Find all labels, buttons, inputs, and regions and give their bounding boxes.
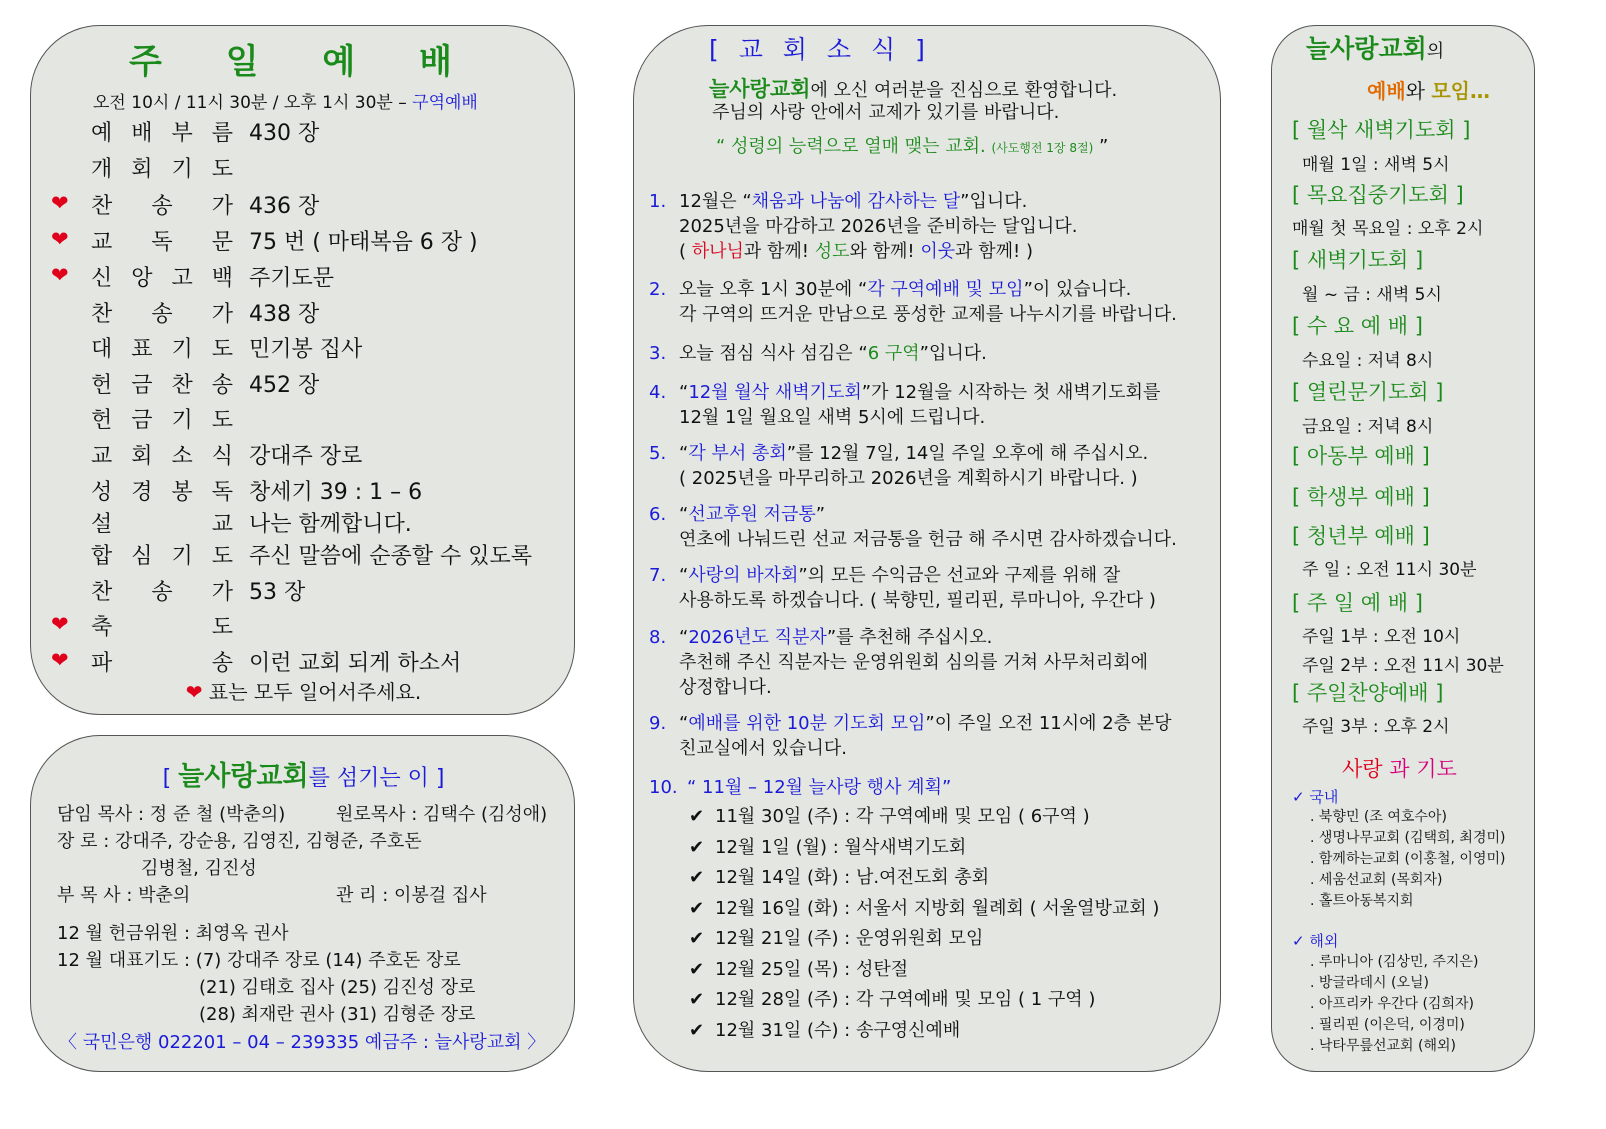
worship-row-label (91, 575, 233, 606)
manager: 관 리 : 이봉걸 집사 (336, 885, 487, 906)
check-icon: ✔ (689, 989, 705, 1010)
worship-row (31, 610, 576, 644)
label-char: 송 (151, 302, 173, 327)
label-char: 찬 (91, 302, 113, 327)
gathering-title: [ 주 일 예 배 ] (1292, 591, 1423, 615)
schedule-text: 12월 21일 (주) : 운영위원회 모임 (715, 928, 984, 949)
gathering-time: 주일 1부 : 오전 10시 (1302, 627, 1461, 647)
worship-row-label (91, 403, 233, 434)
associate-pastor: 부 목 사 : 박춘의 (57, 885, 191, 906)
label-char: 독 (211, 480, 233, 505)
mission-item: . 필리핀 (이은덕, 이경미) (1310, 1017, 1465, 1033)
prayer-leaders: 12 월 대표기도 : (7) 강대주 장로 (14) 주호돈 장로 (57, 950, 461, 971)
worship-row-label (91, 116, 233, 147)
check-icon: ✔ (689, 1019, 705, 1041)
worship-row (31, 403, 576, 437)
prayer-leaders-2: (21) 김태호 집사 (25) 김진성 장로 (199, 977, 476, 998)
worship-title: 주 일 예 배 (129, 42, 478, 82)
mission-item: . 홀트아동복지회 (1310, 893, 1414, 909)
heart-icon: ❤ (51, 648, 69, 672)
welcome-text: 늘사랑교회에 오신 여러분을 진심으로 환영합니다. (709, 77, 1118, 101)
label-char: 회 (131, 157, 153, 182)
news-item-2: 2. 오늘 오후 1시 30분에 “각 구역예배 및 모임”이 있습니다. 각 구역의 뜨거운 만남으로 풍성한 교제를 나누시기를 바랍니다. (649, 279, 1177, 325)
staff-title: [ 늘사랑교회를 섬기는 이 ] (162, 761, 445, 792)
label-char: 예 (91, 121, 113, 146)
label-char: 도 (211, 157, 233, 182)
worship-row-label (91, 539, 233, 570)
worship-row (31, 297, 576, 331)
label-char: 교 (91, 444, 113, 469)
label-char: 회 (131, 444, 153, 469)
mission-item: . 낙타무릎선교회 (해외) (1310, 1038, 1456, 1054)
schedule-text: 12월 31일 (수) : 송구영신예배 (715, 1019, 961, 1041)
worship-row (31, 646, 576, 680)
elders-cont: 김병철, 김진성 (141, 858, 257, 879)
label-char: 송 (211, 373, 233, 398)
worship-row-label (91, 646, 233, 677)
worship-row (31, 439, 576, 473)
worship-row (31, 116, 576, 150)
label-char: 문 (211, 230, 233, 255)
mission-item: . 함께하는교회 (이홍철, 이영미) (1310, 851, 1506, 867)
worship-row (31, 261, 576, 295)
schedule-text: 11월 30일 (주) : 각 구역예배 및 모임 ( 6구역 ) (715, 806, 1090, 827)
worship-row (31, 507, 576, 541)
label-char: 경 (131, 480, 153, 505)
label-char: 도 (211, 337, 233, 362)
label-char: 기 (171, 544, 193, 569)
worship-row-value: 430 장 (249, 121, 320, 146)
gathering-title: [ 새벽기도회 ] (1292, 248, 1424, 272)
worship-order-panel (30, 25, 575, 715)
gatherings-panel (1271, 25, 1535, 1072)
elders: 장 로 : 강대주, 강순용, 김영진, 김형준, 주호돈 (57, 831, 422, 852)
label-char: 가 (211, 580, 233, 605)
schedule-text: 12월 1일 (월) : 월삭새벽기도회 (715, 836, 967, 858)
label-char: 찬 (91, 580, 113, 605)
gathering-time: 금요일 : 저녁 8시 (1302, 417, 1434, 437)
check-icon: ✔ (689, 867, 705, 888)
news-item-8: 8. “2026년도 직분자”를 추천해 주십시오. 추천해 주신 직분자는 운영위원회 심의를 거쳐 사무처리회에 상정합니다. (649, 627, 1149, 698)
news-item-10: 10. “ 11월 – 12월 늘사랑 행사 계획” (649, 777, 952, 798)
schedule-text: 12월 16일 (화) : 서울서 지방회 월례회 ( 서울열방교회 ) (715, 897, 1160, 919)
check-icon: ✔ (689, 897, 705, 919)
label-char: 소 (171, 444, 193, 469)
worship-row (31, 368, 576, 402)
label-char: 심 (131, 544, 153, 569)
worship-row-label (91, 332, 233, 363)
standing-note: ❤ 표는 모두 일어서주세요. (185, 680, 422, 704)
label-char: 신 (91, 266, 113, 291)
worship-row-value: 438 장 (249, 302, 320, 327)
offering-committee: 12 월 헌금위원 : 최영옥 권사 (57, 923, 289, 944)
worship-row (31, 475, 576, 509)
label-char: 름 (211, 121, 233, 146)
schedule-item (689, 985, 1095, 1011)
label-char: 개 (91, 157, 113, 182)
gathering-title: [ 월삭 새벽기도회 ] (1292, 118, 1471, 142)
mission-item: . 방글라데시 (오닐) (1310, 975, 1429, 991)
welcome-text-2: 주님의 사랑 안에서 교제가 있기를 바랍니다. (712, 102, 1060, 123)
label-char: 기 (171, 408, 193, 433)
label-char: 식 (211, 444, 233, 469)
worship-row-value: 강대주 장로 (249, 444, 363, 469)
gathering-time: 매월 1일 : 새벽 5시 (1302, 155, 1450, 175)
label-char: 송 (151, 194, 173, 219)
news-item-6: 6. “선교후원 저금통” 연초에 나눠드린 선교 저금통을 헌금 해 주시면 감사하겠습니다. (649, 504, 1177, 550)
label-char: 파 (91, 651, 113, 676)
worship-row-label (91, 189, 233, 220)
gathering-time: 월 ~ 금 : 새벽 5시 (1302, 285, 1442, 305)
gathering-title: [ 수 요 예 배 ] (1292, 314, 1423, 338)
gathering-title: [ 주일찬양예배 ] (1292, 681, 1444, 705)
check-icon: ✔ (689, 836, 705, 858)
mission-item: . 루마니아 (김상민, 주지은) (1310, 954, 1479, 970)
label-char: 금 (131, 408, 153, 433)
gathering-time: 매월 첫 목요일 : 오후 2시 (1292, 219, 1484, 239)
mission-item: . 아프리카 우간다 (김희자) (1310, 996, 1474, 1012)
label-char: 독 (151, 230, 173, 255)
mission-item: . 세움선교회 (목회자) (1310, 872, 1443, 888)
schedule-item (689, 1016, 960, 1042)
label-char: 찬 (171, 373, 193, 398)
gathering-time: 주일 2부 : 오전 11시 30분 (1302, 656, 1504, 676)
label-char: 도 (211, 408, 233, 433)
schedule-text: 12월 28일 (주) : 각 구역예배 및 모임 ( 1 구역 ) (715, 989, 1096, 1010)
worship-row (31, 539, 576, 573)
worship-row-label (91, 368, 233, 399)
gathering-time: 수요일 : 저녁 8시 (1302, 351, 1434, 371)
heart-icon: ❤ (51, 227, 69, 251)
worship-row-label (91, 225, 233, 256)
label-char: 교 (91, 230, 113, 255)
check-icon: ✔ (689, 928, 705, 949)
label-char: 대 (91, 337, 113, 362)
schedule-item (689, 924, 983, 950)
label-char: 교 (211, 512, 233, 537)
heart-icon: ❤ (51, 263, 69, 287)
worship-row-label (91, 439, 233, 470)
worship-row (31, 152, 576, 186)
label-char: 가 (211, 194, 233, 219)
gatherings-subtitle: 예배와 모임… (1367, 79, 1490, 103)
gathering-title: [ 아동부 예배 ] (1292, 444, 1430, 468)
worship-row-value: 75 번 ( 마태복음 6 장 ) (249, 230, 478, 255)
label-char: 찬 (91, 194, 113, 219)
schedule-text: 12월 25일 (목) : 성탄절 (715, 958, 909, 980)
schedule-item (689, 833, 966, 859)
worship-row-label (91, 610, 233, 641)
church-motto: “ 성령의 능력으로 열매 맺는 교회. (사도행전 1장 8절) ” (716, 136, 1109, 157)
label-char: 기 (171, 157, 193, 182)
news-title: [ 교 회 소 식 ] (709, 35, 931, 64)
gathering-title: [ 목요집중기도회 ] (1292, 183, 1464, 207)
worship-row-label (91, 475, 233, 506)
worship-row-label (91, 152, 233, 183)
gathering-title: [ 열린문기도회 ] (1292, 380, 1444, 404)
church-news-panel (633, 25, 1221, 1072)
label-char: 합 (91, 544, 113, 569)
bank-account: 〈 국민은행 022201 – 04 – 239335 예금주 : 늘사랑교회 〉 (59, 1032, 546, 1053)
label-char: 도 (211, 615, 233, 640)
schedule-item (689, 894, 1159, 920)
gathering-title: [ 학생부 예배 ] (1292, 485, 1430, 509)
mission-item: . 생명나무교회 (김택희, 최경미) (1310, 830, 1506, 846)
label-char: 도 (211, 544, 233, 569)
heart-icon: ❤ (51, 191, 69, 215)
news-item-7: 7. “사랑의 바자회”의 모든 수익금은 선교와 구제를 위해 잘 사용하도록 하겠습니다. ( 북향민, 필리핀, 루마니아, 우간다 ) (649, 565, 1156, 611)
news-item-1: 1. 12월은 “채움과 나눔에 감사하는 달”입니다. 2025년을 마감하고 2026년을 준비하는 달입니다. ( 하나님과 함께! 성도와 함께! 이웃과 함께! ) (649, 191, 1078, 262)
worship-row-value: 53 장 (249, 580, 306, 605)
label-char: 표 (131, 337, 153, 362)
emeritus-pastor: 원로목사 : 김택수 (김성애) (336, 804, 548, 825)
prayer-leaders-3: (28) 최재란 권사 (31) 김형준 장로 (199, 1004, 476, 1025)
worship-row-value: 창세기 39 : 1 – 6 (249, 480, 423, 505)
love-and-prayer-title: 사랑 과 기도 (1342, 757, 1457, 781)
heart-icon: ❤ (51, 612, 69, 636)
worship-row-value: 주기도문 (249, 266, 335, 291)
overseas-label: ✓ 해외 (1292, 932, 1339, 950)
label-char: 봉 (171, 480, 193, 505)
gatherings-church: 늘사랑교회의 (1306, 34, 1445, 63)
label-char: 설 (91, 512, 113, 537)
worship-row (31, 575, 576, 609)
worship-row-value: 이런 교회 되게 하소서 (249, 651, 462, 676)
domestic-label: ✓ 국내 (1292, 788, 1339, 806)
check-icon: ✔ (689, 806, 705, 827)
schedule-item (689, 955, 908, 981)
gathering-title: [ 청년부 예배 ] (1292, 524, 1430, 548)
schedule-item (689, 802, 1090, 828)
worship-row (31, 332, 576, 366)
worship-row-value: 나는 함께합니다. (249, 512, 412, 537)
worship-row-label (91, 297, 233, 328)
gathering-time: 주 일 : 오전 11시 30분 (1302, 560, 1477, 580)
label-char: 성 (91, 480, 113, 505)
worship-row-label (91, 261, 233, 292)
label-char: 헌 (91, 408, 113, 433)
check-icon: ✔ (689, 958, 705, 980)
worship-row (31, 189, 576, 223)
label-char: 송 (151, 580, 173, 605)
news-item-4: 4. “12월 월삭 새벽기도회”가 12월을 시작하는 첫 새벽기도회를 12월 1일 월요일 새벽 5시에 드립니다. (649, 382, 1161, 428)
label-char: 배 (131, 121, 153, 146)
worship-row-label (91, 507, 233, 538)
schedule-item (689, 863, 989, 889)
label-char: 헌 (91, 373, 113, 398)
label-char: 송 (211, 651, 233, 676)
church-staff-panel (30, 735, 575, 1072)
label-char: 금 (131, 373, 153, 398)
heart-icon: ❤ (185, 680, 203, 704)
worship-times: 오전 10시 / 11시 30분 / 오후 1시 30분 – 구역예배 (93, 93, 478, 113)
news-item-5: 5. “각 부서 총회”를 12월 7일, 14일 주일 오후에 해 주십시오. ( 2025년을 마무리하고 2026년을 계획하시기 바랍니다. ) (649, 443, 1149, 489)
senior-pastor: 담임 목사 : 정 준 철 (박춘의) (57, 804, 286, 825)
schedule-text: 12월 14일 (화) : 남.여전도회 총회 (715, 867, 990, 888)
worship-row-value: 민기봉 집사 (249, 337, 363, 362)
news-item-3: 3. 오늘 점심 식사 섬김은 “6 구역”입니다. (649, 343, 987, 364)
label-char: 고 (171, 266, 193, 291)
worship-row (31, 225, 576, 259)
worship-row-value: 452 장 (249, 373, 320, 398)
news-item-9: 9. “예배를 위한 10분 기도회 모임”이 주일 오전 11시에 2층 본당 친교실에서 있습니다. (649, 713, 1172, 759)
gathering-time: 주일 3부 : 오후 2시 (1302, 717, 1450, 737)
label-char: 기 (171, 337, 193, 362)
label-char: 축 (91, 615, 113, 640)
worship-row-value: 주신 말씀에 순종할 수 있도록 (249, 544, 532, 569)
label-char: 부 (171, 121, 193, 146)
label-char: 앙 (131, 266, 153, 291)
label-char: 백 (211, 266, 233, 291)
worship-row-value: 436 장 (249, 194, 320, 219)
label-char: 가 (211, 302, 233, 327)
mission-item: . 북향민 (조 여호수아) (1310, 809, 1447, 825)
